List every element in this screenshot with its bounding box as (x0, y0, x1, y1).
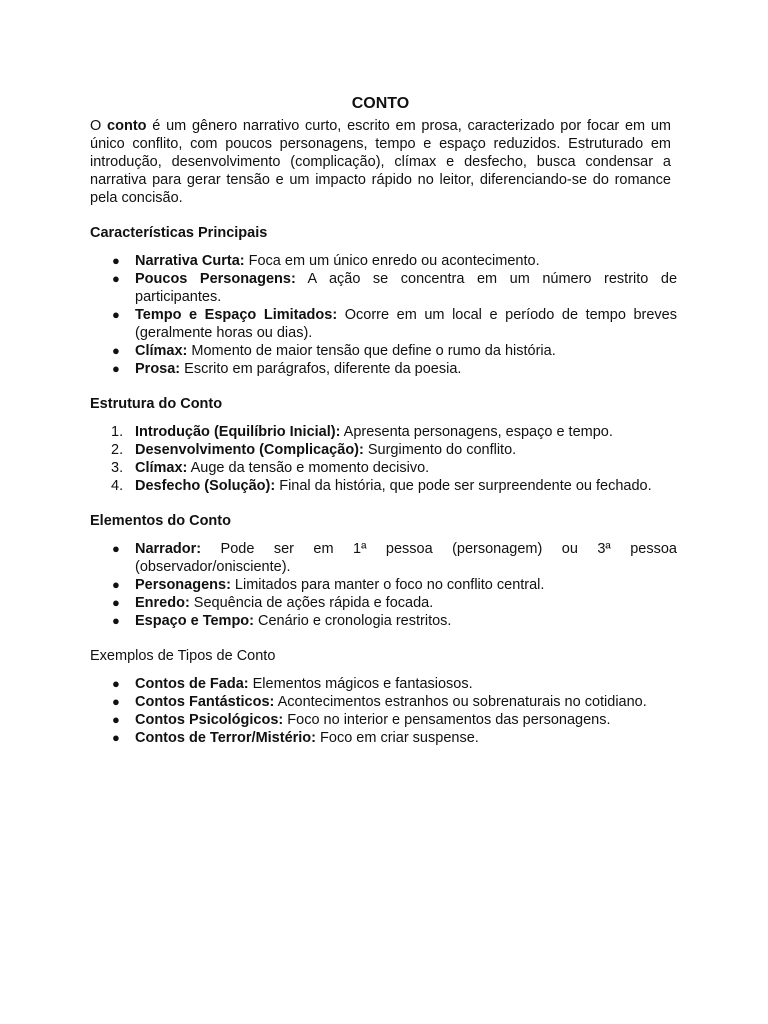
item-term: Prosa: (135, 361, 181, 377)
bullet-marker: ● (112, 613, 120, 628)
item-term: Contos Psicológicos: (135, 712, 284, 728)
bullet-marker: ● (112, 730, 120, 745)
list-item (90, 459, 671, 477)
list-item (90, 729, 677, 747)
number-marker: 3. (111, 460, 124, 476)
intro-prefix: O (90, 118, 108, 134)
list-item (90, 252, 677, 270)
spacer (90, 242, 671, 252)
list-item (90, 540, 677, 576)
list-item (90, 270, 677, 306)
list-item (90, 711, 677, 729)
bullet-marker: ● (112, 343, 120, 358)
item-text: Final da história, que pode ser surpreendente ou fechado. (275, 478, 652, 494)
item-term: Personagens: (135, 577, 231, 593)
list-item (90, 675, 677, 693)
item-text: Acontecimentos estranhos ou sobrenaturais no cotidiano. (274, 694, 647, 710)
number-marker: 2. (111, 442, 124, 458)
list-item (90, 306, 677, 342)
item-text: Auge da tensão e momento decisivo. (187, 460, 430, 476)
spacer (90, 630, 671, 647)
item-term: Clímax: (135, 460, 188, 476)
exemplos-list (90, 675, 671, 747)
list-item (90, 441, 671, 459)
bullet-marker: ● (112, 676, 120, 691)
bullet-marker: ● (112, 694, 120, 709)
bullet-marker: ● (112, 307, 120, 322)
list-item (90, 612, 677, 630)
elementos-list (90, 540, 677, 630)
item-text: Cenário e cronologia restritos. (253, 613, 452, 629)
item-term: Enredo: (135, 595, 190, 611)
item-text: Foca em um único enredo ou acontecimento. (244, 253, 540, 269)
item-term: Espaço e Tempo: (135, 613, 254, 629)
section-heading-estrutura: Estrutura do Conto (90, 396, 223, 412)
item-term: Introdução (Equilíbrio Inicial): (135, 424, 341, 440)
item-text: A ação se concentra em um número restrito de participantes. (135, 271, 678, 305)
item-text: Apresenta personagens, espaço e tempo. (340, 424, 613, 440)
intro-bold-term: conto (107, 118, 147, 134)
item-text: Pode ser em 1ª pessoa (personagem) ou 3ª pessoa (observador/onisciente). (135, 541, 677, 575)
number-marker: 4. (111, 478, 124, 494)
bullet-marker: ● (112, 595, 120, 610)
item-term: Clímax: (135, 343, 188, 359)
item-term: Contos Fantásticos: (135, 694, 275, 710)
item-text: Foco em criar suspense. (316, 730, 479, 746)
document-title: CONTO (351, 95, 410, 112)
item-text: Elementos mágicos e fantasiosos. (248, 676, 473, 692)
section-heading-caracteristicas: Características Principais (90, 225, 268, 241)
item-term: Narrador: (135, 541, 202, 557)
item-text: Surgimento do conflito. (363, 442, 517, 458)
list-item (90, 342, 677, 360)
bullet-marker: ● (112, 271, 120, 286)
spacer (90, 378, 671, 395)
spacer (90, 495, 671, 512)
document-page (90, 94, 678, 747)
estrutura-list (90, 423, 671, 495)
intro-paragraph (90, 117, 671, 207)
item-term: Poucos Personagens: (135, 271, 296, 287)
bullet-marker: ● (112, 361, 120, 376)
spacer (90, 530, 671, 540)
item-text: Escrito em parágrafos, diferente da poesia. (180, 361, 462, 377)
number-marker: 1. (111, 424, 124, 440)
bullet-marker: ● (112, 253, 120, 268)
list-item (90, 360, 677, 378)
item-text: Limitados para manter o foco no conflito central. (230, 577, 545, 593)
list-item (90, 477, 671, 495)
list-item (90, 423, 671, 441)
item-text: Foco no interior e pensamentos das personagens. (283, 712, 611, 728)
list-item (90, 576, 677, 594)
spacer (90, 207, 671, 224)
item-term: Contos de Terror/Mistério: (135, 730, 316, 746)
item-term: Narrativa Curta: (135, 253, 245, 269)
item-term: Tempo e Espaço Limitados: (135, 307, 338, 323)
item-text: Ocorre em um local e período de tempo breves (geralmente horas ou dias). (135, 307, 677, 341)
bullet-marker: ● (112, 541, 120, 556)
intro-text: é um gênero narrativo curto, escrito em prosa, caracterizado por focar em um único conflito, com poucos personagens, tempo e espaço reduzidos. Estruturado em introdução, desenvolvimento (complicação), clímax e desfecho, busca condensar a narrativa para gerar tensão e um impacto rápido no leitor, diferenciando-se do romance pela concisão. (90, 118, 672, 206)
item-term: Desfecho (Solução): (135, 478, 276, 494)
list-item (90, 693, 677, 711)
item-text: Momento de maior tensão que define o rumo da história. (187, 343, 556, 359)
item-term: Desenvolvimento (Complicação): (135, 442, 364, 458)
spacer (90, 665, 671, 675)
bullet-marker: ● (112, 577, 120, 592)
caracteristicas-list (90, 252, 678, 378)
section-heading-exemplos: Exemplos de Tipos de Conto (90, 648, 276, 664)
spacer (90, 413, 671, 423)
item-text: Sequência de ações rápida e focada. (189, 595, 434, 611)
section-heading-elementos: Elementos do Conto (90, 513, 231, 529)
list-item (90, 594, 677, 612)
bullet-marker: ● (112, 712, 120, 727)
item-term: Contos de Fada: (135, 676, 249, 692)
